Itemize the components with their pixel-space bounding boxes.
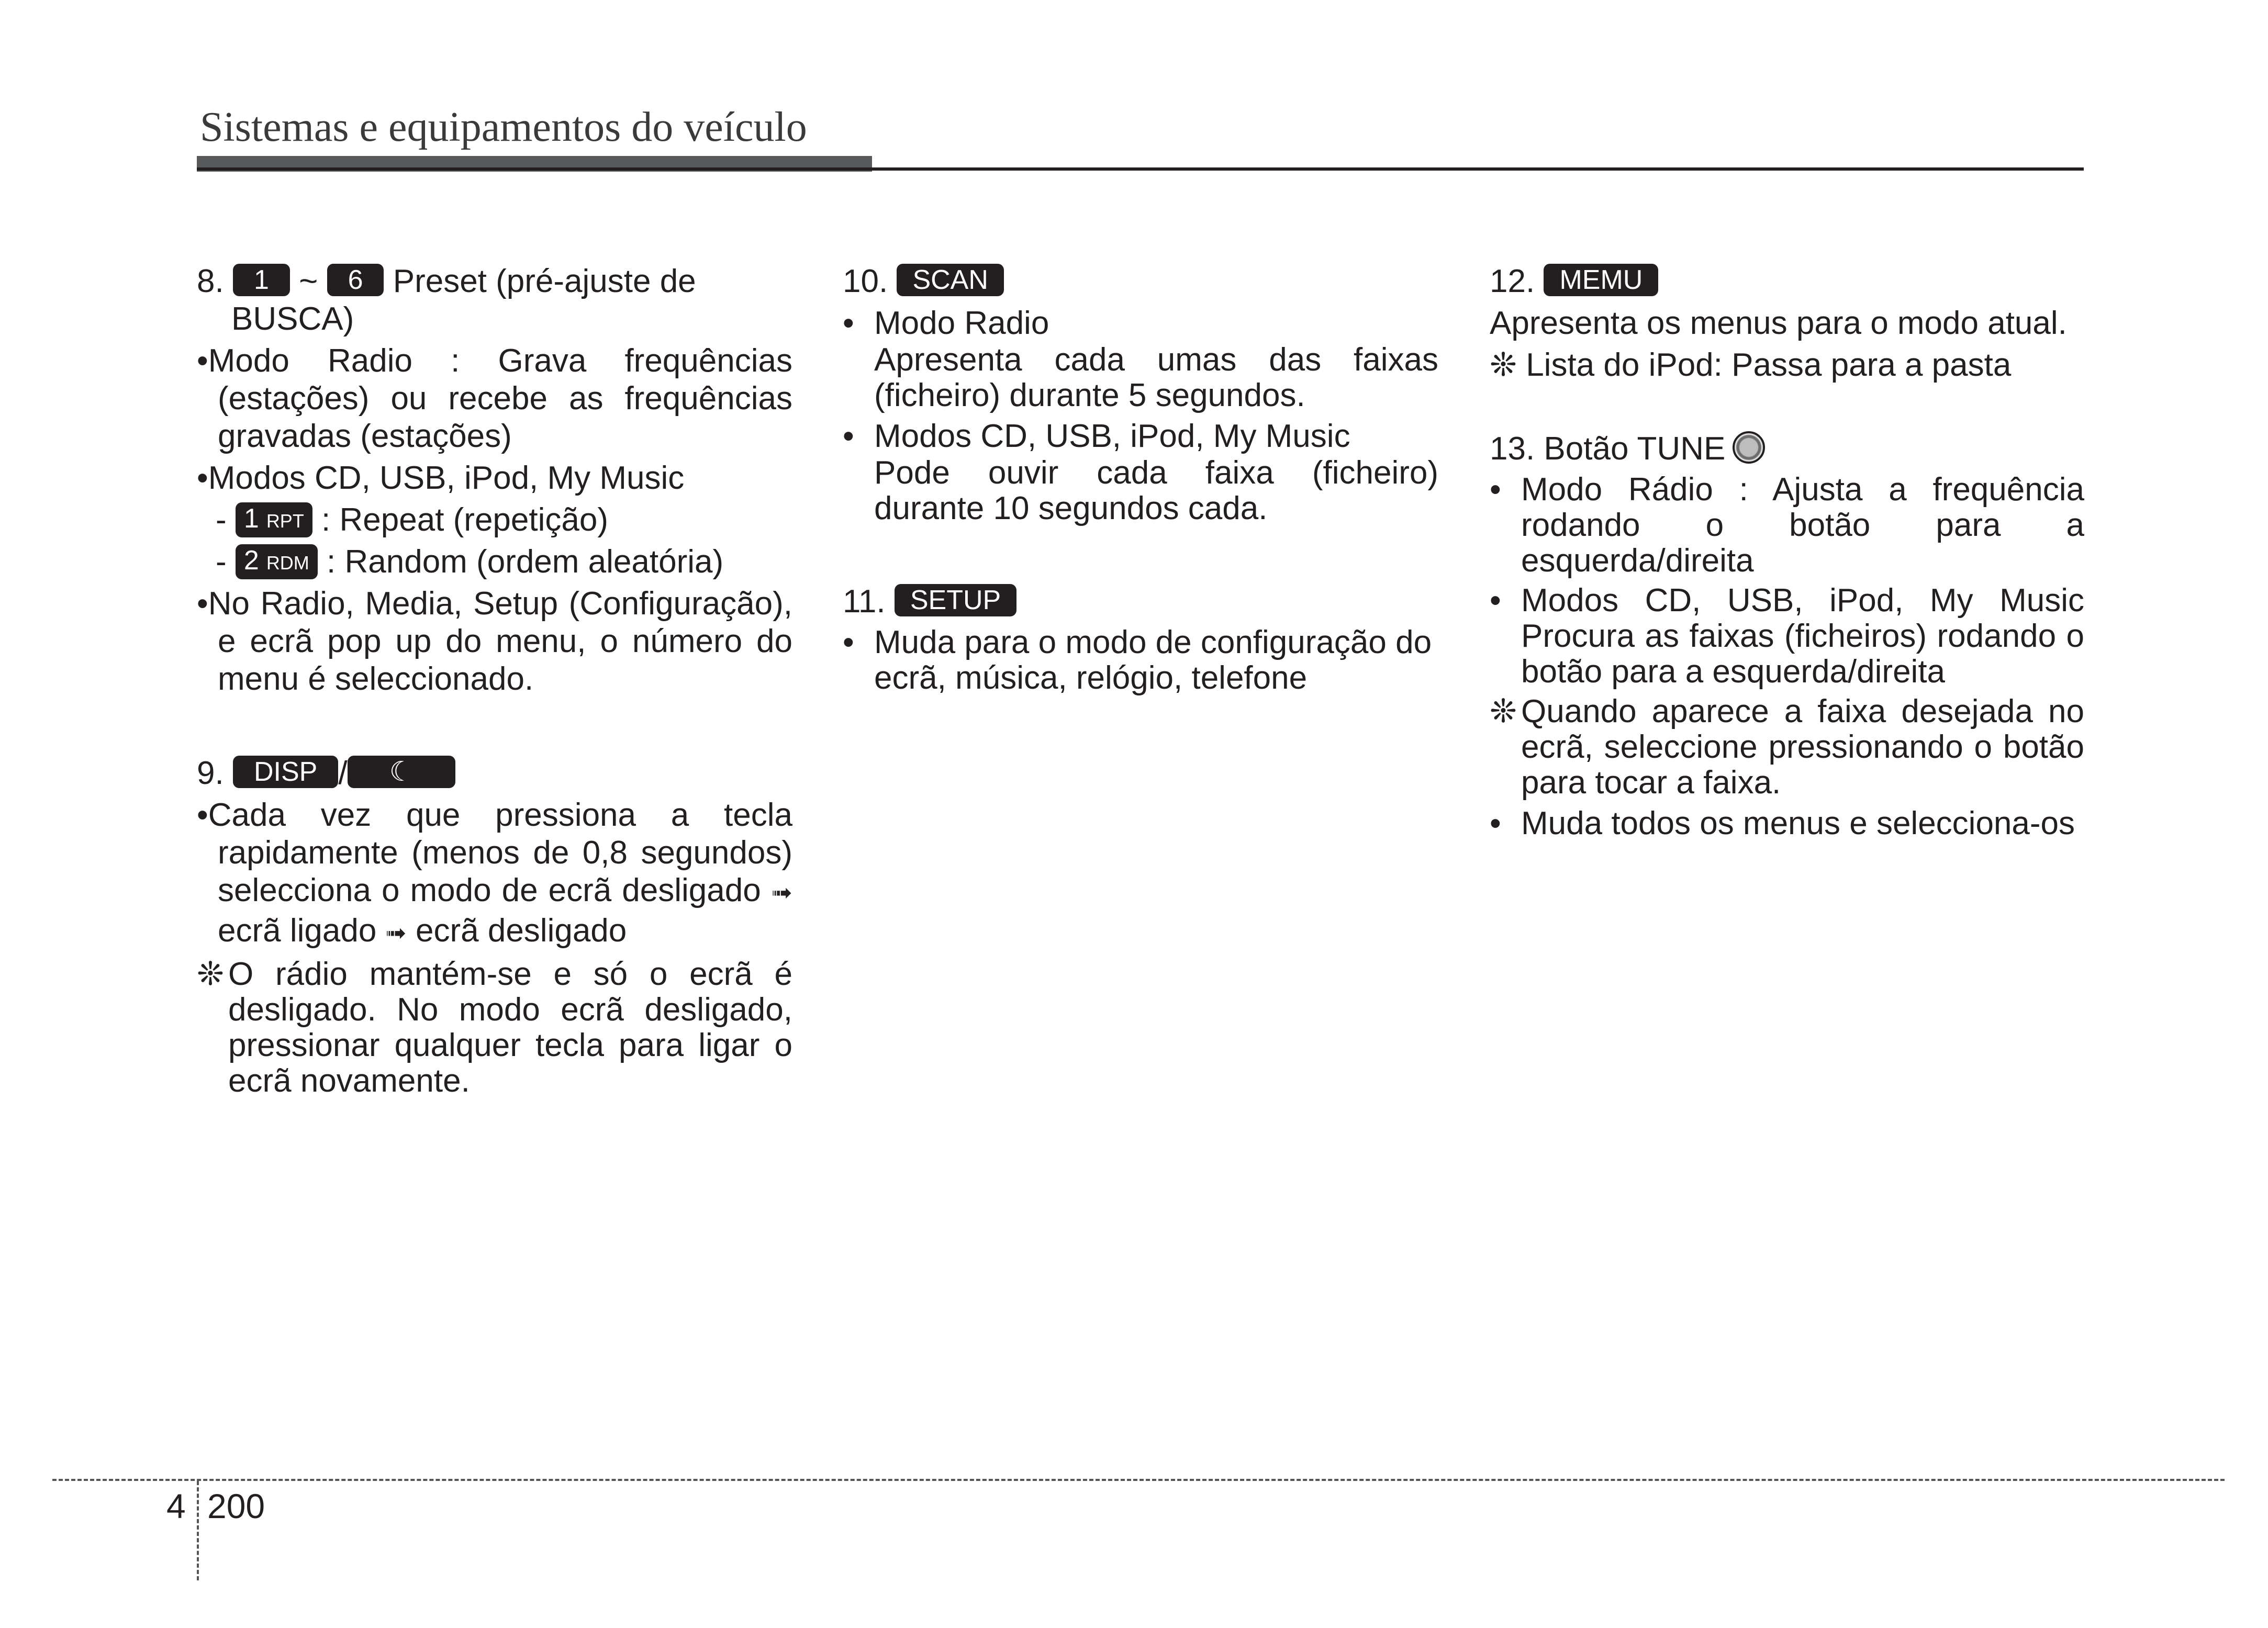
footer-dashed-divider <box>197 1481 199 1580</box>
section-9-heading <box>197 755 792 792</box>
column-1 <box>197 263 792 1103</box>
bullet: • <box>197 343 208 379</box>
note-mark-icon: ❊ <box>197 956 224 992</box>
list-item <box>843 418 1438 455</box>
arrow-icon: ➟ <box>771 879 792 907</box>
list-item-text: Modos CD, USB, iPod, My Music <box>874 418 1350 454</box>
list-item <box>197 342 792 455</box>
column-3 <box>1490 263 2084 847</box>
memu-key: MEMU <box>1544 264 1658 296</box>
key-sub: RPT <box>266 510 304 532</box>
section-number: 8. <box>197 263 224 299</box>
note <box>1490 346 2084 384</box>
list-item <box>1490 472 2084 579</box>
list-item-desc: Apresenta cada umas das faixas (ficheiro) durante 5 segundos. <box>874 342 1438 413</box>
list-item-text: No Radio, Media, Setup (Configuração), e ecrã pop up do menu, o número do menu é seleccionado. <box>208 586 792 697</box>
list-item <box>197 796 792 952</box>
bullet: • <box>843 418 854 454</box>
scan-key: SCAN <box>897 264 1003 296</box>
list-item-desc: Pode ouvir cada faixa (ficheiro) durante 10 segundos cada. <box>874 455 1438 526</box>
list-item <box>1490 583 2084 690</box>
dash: - <box>216 502 227 538</box>
key-number: 1 <box>243 503 259 534</box>
page-header-title: Sistemas e equipamentos do veículo <box>200 104 807 150</box>
section-8-heading <box>197 263 792 300</box>
list-item-text: Modos CD, USB, iPod, My Music Procura as faixas (ficheiros) rodando o botão para a esquerda/direita <box>1521 582 2084 690</box>
list-item-text: Modo Radio <box>874 305 1049 341</box>
section-12-text: Apresenta os menus para o modo atual. <box>1490 305 2067 341</box>
list-item-text: Muda todos os menus e selecciona-os <box>1521 805 2075 841</box>
repeat-row <box>197 501 792 539</box>
section-number: 12. <box>1490 263 1535 299</box>
bullet: • <box>1490 582 1501 619</box>
preset-6-key: 6 <box>327 264 384 296</box>
list-item-text: Modos CD, USB, iPod, My Music <box>208 460 685 496</box>
key-number: 2 <box>243 545 259 576</box>
section-number: 11. <box>843 583 886 620</box>
slash: / <box>338 755 348 791</box>
dash: - <box>216 544 227 580</box>
bullet: • <box>843 624 854 660</box>
section-number: 10. <box>843 263 888 299</box>
random-row <box>197 543 792 581</box>
spacer <box>1490 388 2084 430</box>
disp-key: DISP <box>233 756 338 788</box>
note-mark-icon: ❊ <box>1490 693 1517 729</box>
moon-icon: ☾ <box>389 757 414 787</box>
section-number: 9. <box>197 755 224 791</box>
preset-1-key: 1 <box>233 264 290 296</box>
section-12-heading <box>1490 263 2084 300</box>
bullet: • <box>197 460 208 496</box>
section-10-heading <box>843 263 1438 300</box>
key-sub: RDM <box>266 552 309 574</box>
bullet: • <box>1490 471 1501 508</box>
list-item <box>197 459 792 497</box>
note <box>197 957 792 1099</box>
spacer <box>843 531 1438 583</box>
tilde-separator: ~ <box>299 263 318 299</box>
repeat-text: : Repeat (repetição) <box>321 502 608 538</box>
list-item-text: Cada vez que pressiona a tecla rapidamente (menos de 0,8 segundos) selecciona o modo de ecrã desligado <box>208 797 792 908</box>
bullet: • <box>197 797 208 833</box>
repeat-key <box>236 502 312 537</box>
section-13-heading <box>1490 430 2084 468</box>
tune-knob-icon <box>1733 431 1765 464</box>
section-title: Preset (pré-ajuste de <box>393 263 696 299</box>
chapter-number: 4 <box>166 1487 186 1525</box>
setup-key: SETUP <box>895 584 1016 616</box>
note-text: Lista do iPod: Passa para a pasta <box>1526 347 2012 383</box>
list-item-text: Modo Radio : Grava frequências (estações) ou recebe as frequências gravadas (estações) <box>208 343 792 454</box>
list-item <box>843 625 1438 696</box>
spacer <box>197 702 792 755</box>
list-item-text: Modo Rádio : Ajusta a frequência rodando o botão para a esquerda/direita <box>1521 471 2084 579</box>
section-11-heading <box>843 583 1438 621</box>
note-text: O rádio mantém-se e só o ecrã é desligado. No modo ecrã desligado, pressionar qualquer tecla para ligar o ecrã novamente. <box>228 956 792 1099</box>
list-item-text: ecrã desligado <box>416 913 627 949</box>
header-rule <box>197 167 2084 171</box>
bullet: • <box>843 305 854 341</box>
random-text: : Random (ordem aleatória) <box>327 544 724 580</box>
bullet: • <box>197 586 208 622</box>
note-text: Quando aparece a faixa desejada no ecrã, seleccione pressionando o botão para tocar a faixa. <box>1521 693 2084 801</box>
list-item <box>197 585 792 698</box>
note <box>1490 694 2084 801</box>
section-title: 13. Botão TUNE <box>1490 431 1726 467</box>
page-number: 200 <box>207 1487 265 1525</box>
arrow-icon: ➟ <box>385 919 407 947</box>
column-2 <box>843 263 1438 700</box>
note-mark-icon: ❊ <box>1490 347 1517 383</box>
list-item-text: ecrã ligado <box>218 913 377 949</box>
moon-key <box>348 756 456 788</box>
section-title-cont: BUSCA) <box>231 301 354 337</box>
random-key <box>236 544 318 579</box>
bullet: • <box>1490 805 1501 841</box>
footer-dashed-rule <box>52 1479 2225 1481</box>
list-item-text: Muda para o modo de configuração do ecrã, música, relógio, telefone <box>874 624 1432 696</box>
list-item <box>1490 805 2084 843</box>
list-item <box>843 305 1438 342</box>
